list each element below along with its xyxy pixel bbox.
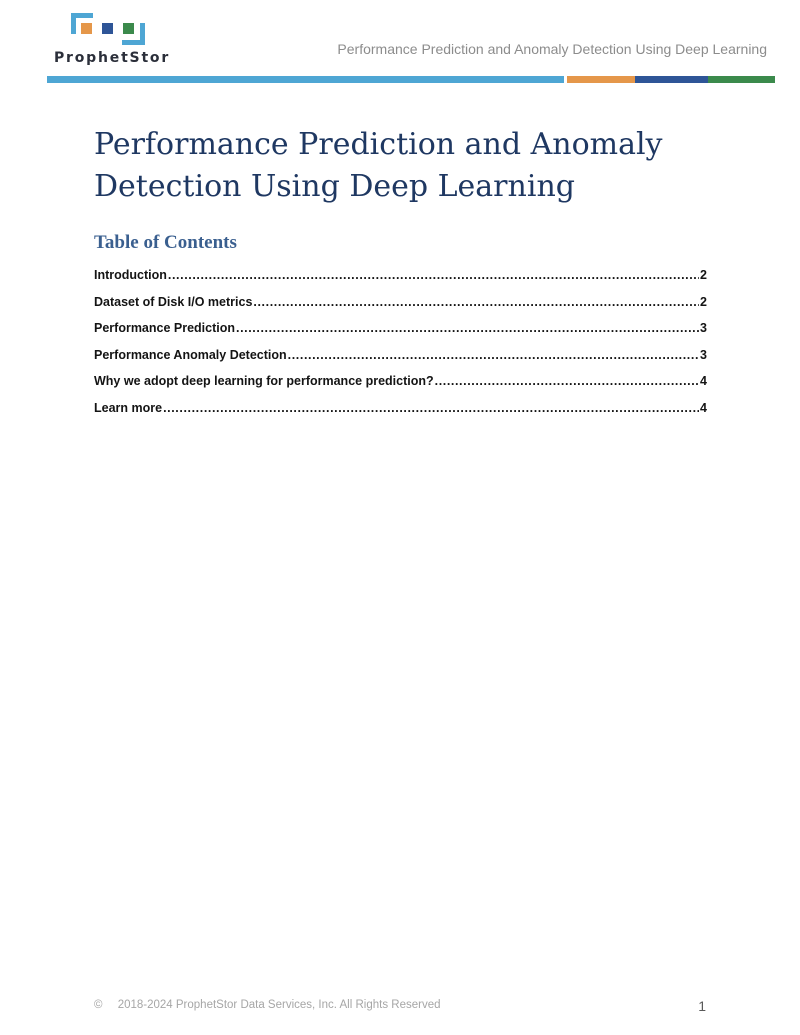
prophetstor-logo <box>54 12 174 68</box>
toc-entry-page: 3 <box>700 321 707 336</box>
toc-entry-introduction[interactable] <box>94 268 707 295</box>
toc-entry-performance-prediction[interactable] <box>94 321 707 348</box>
toc-dot-leader <box>168 268 699 282</box>
header-rule-dark-blue <box>635 76 708 83</box>
footer <box>94 999 441 1011</box>
running-header: Performance Prediction and Anomaly Detection Using Deep Learning <box>337 41 767 57</box>
toc-dot-leader <box>163 401 699 415</box>
toc-heading: Table of Contents <box>94 232 237 253</box>
table-of-contents <box>94 268 707 428</box>
toc-entry-why-deep-learning[interactable] <box>94 374 707 401</box>
toc-dot-leader <box>236 321 699 335</box>
toc-entry-page: 2 <box>700 294 707 309</box>
document-title: Performance Prediction and Anomaly Detection Using Deep Learning <box>94 127 663 204</box>
toc-dot-leader <box>435 374 699 388</box>
header-rule-orange <box>567 76 635 83</box>
toc-entry-label: Performance Prediction <box>94 321 236 336</box>
toc-entry-learn-more[interactable] <box>94 401 707 428</box>
toc-entry-page: 3 <box>700 347 707 362</box>
header-rule-light-blue <box>47 76 564 83</box>
header-rule-green <box>708 76 775 83</box>
toc-entry-label: Learn more <box>94 400 163 415</box>
toc-entry-dataset[interactable] <box>94 295 707 322</box>
logo-mark-icon <box>70 12 150 48</box>
toc-dot-leader <box>288 348 699 362</box>
logo-wordmark: ProphetStor <box>54 50 171 66</box>
toc-entry-anomaly-detection[interactable] <box>94 348 707 375</box>
toc-entry-label: Introduction <box>94 268 167 282</box>
toc-dot-leader <box>253 295 699 309</box>
copyright-symbol: © <box>94 999 103 1011</box>
toc-entry-page: 4 <box>700 374 707 389</box>
toc-entry-page: 2 <box>700 268 707 282</box>
toc-entry-label: Performance Anomaly Detection <box>94 347 287 362</box>
toc-entry-label: Dataset of Disk I/O metrics <box>94 294 253 309</box>
toc-entry-page: 4 <box>700 400 707 415</box>
page-number: 1 <box>698 998 706 1014</box>
copyright-text: 2018-2024 ProphetStor Data Services, Inc. All Rights Reserved <box>117 999 441 1011</box>
toc-entry-label: Why we adopt deep learning for performance prediction? <box>94 374 434 389</box>
